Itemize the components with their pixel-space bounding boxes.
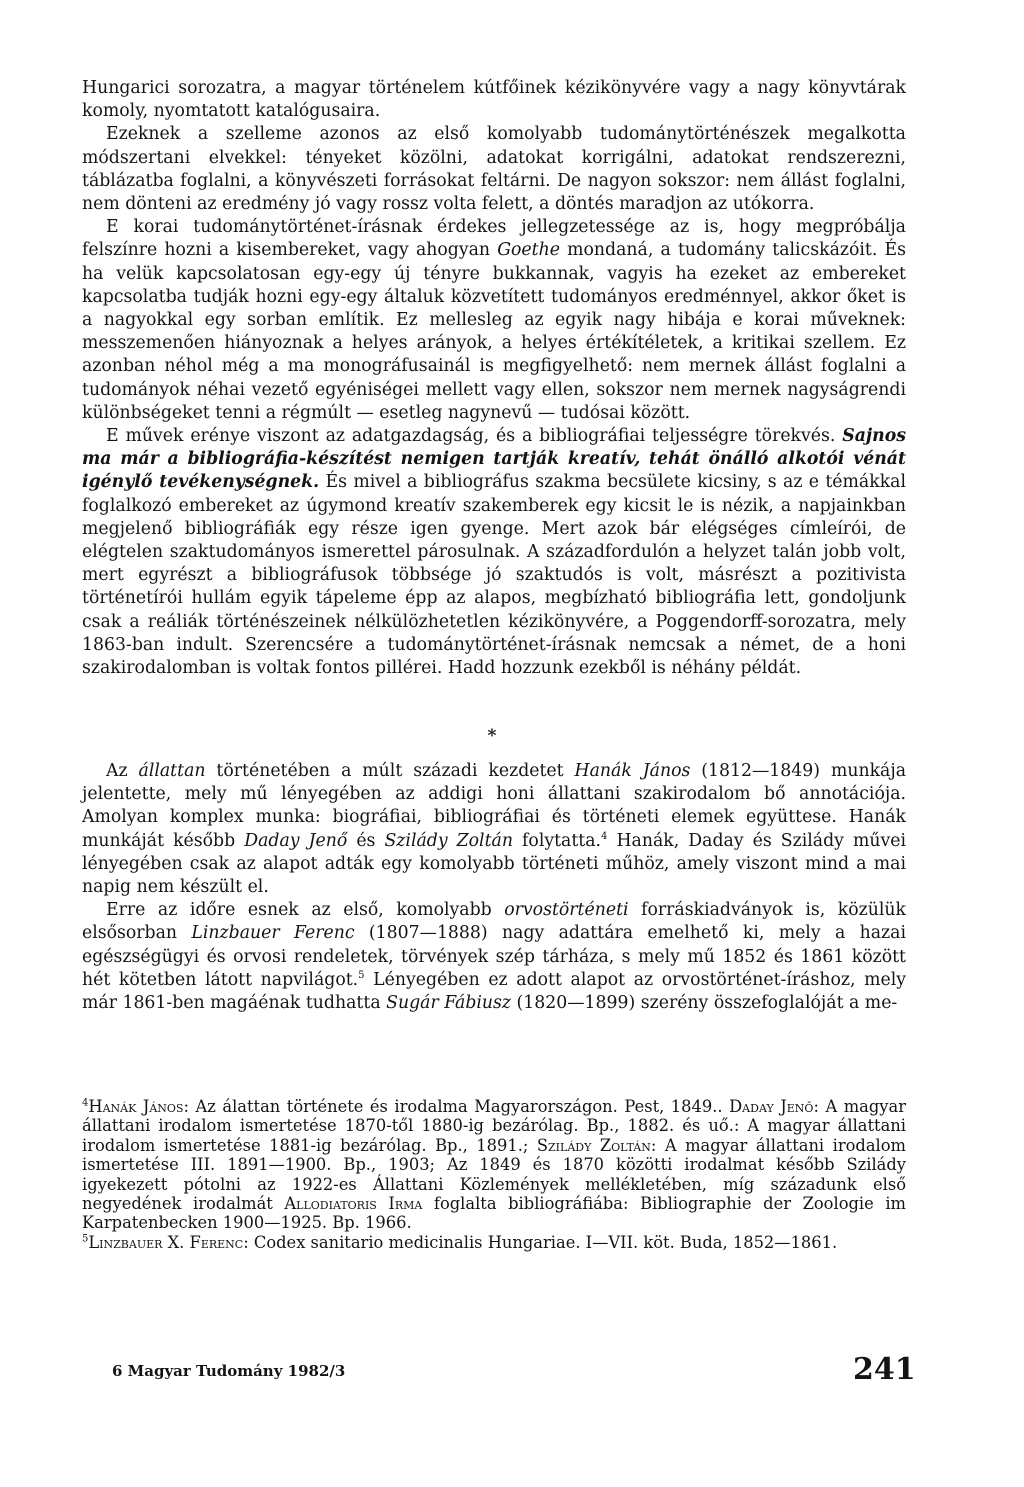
section-separator: * xyxy=(487,726,497,746)
page-number: 241 xyxy=(853,1352,916,1387)
italic-name: Linzbauer Ferenc xyxy=(191,923,355,944)
text-run: Az xyxy=(106,761,139,781)
emphasis-sentence: Sajnos ma már a bibliográfia-készítést nemigen tartják kreatív, tehát önálló alkotói vénát igénylő tevékenységnek. xyxy=(82,426,906,493)
footnote-number: 5 xyxy=(82,1233,89,1245)
author-name: Linzbauer X. Ferenc xyxy=(88,1232,244,1252)
footnote-ref: 5 xyxy=(358,970,365,982)
italic-term: orvostörténeti xyxy=(504,900,629,921)
text-run: (1820—1899) szerény összefoglalóját a me- xyxy=(511,993,898,1014)
text-run: (1812—1849) munkája jelentette, mely mű lényegében az addigi honi állattani szakirodalom bő annotációja. Amolyan komplex munka: biográfiai, bibliográfiai és történeti elemek együttese. Hanák munkáját később xyxy=(82,761,907,851)
text-run: mondaná, a tudomány talicskázóit. És ha velük kapcsolatosan egy-egy új tényre bukkannak, vagyis ha ezeket az embereket kapcsolatba tudják hozni egy-egy általuk közvetített tudományos eredménnyel, akkor őket is a nagyokkal egy sorban említik. Ez mellesleg az egyik nagy hibája e korai műveknek: messzemenően hiányoznak a helyes arányok, a helyes értékítéletek, a kritikai szellem. Ez azonban néhol még a ma monográfusainál is megfigyelhető: nem mernek állást foglalni a tudományok néhai vezető egyéniségei mellett vagy ellen, sokszor nem mernek nagyságrendi különbségeket tenni a régmúlt — esetleg nagynevű — tudósai között. xyxy=(82,240,906,423)
text-run: foglalta bibliográfiába: Bibliographie der Zoologie im Karpatenbecken 1900—1925. Bp. 1966. xyxy=(82,1194,906,1233)
paragraph xyxy=(82,216,906,425)
paragraph xyxy=(82,425,906,680)
text-run: : Az álattan története és irodalma Magyarországon. Pest, 1849.. xyxy=(183,1097,730,1116)
footnote-number: 4 xyxy=(82,1097,89,1109)
text-run: E korai tudománytörténet-írásnak érdekes jellegzetessége az is, hogy megpróbálja felszínre hozni a kisembereket, vagy ahogyan xyxy=(82,217,906,261)
author-name: Daday Jenő xyxy=(729,1097,814,1116)
text-run: és xyxy=(347,830,385,851)
footnotes-block xyxy=(82,1097,906,1252)
journal-issue-footer: 6 Magyar Tudomány 1982/3 xyxy=(112,1362,346,1380)
author-name: Szilády Zoltán xyxy=(536,1135,651,1155)
italic-term: állattan xyxy=(138,761,206,781)
second-text-block xyxy=(82,760,906,1015)
text-run: (1807—1888) nagy adattára emelhető ki, mely a hazai egészségügyi és orvosi rendeletek, törvények szép tárháza, s mely mű 1852 és 1861 között hét kötetben látott napvilágot. xyxy=(82,923,906,990)
italic-name: Goethe xyxy=(497,240,560,261)
text-run: forráskiadványok is, közülük elsősorban xyxy=(82,900,906,944)
author-name: Allodiatoris Irma xyxy=(284,1194,423,1214)
italic-name: Daday Jenő xyxy=(244,830,348,851)
footnote-5 xyxy=(82,1233,906,1252)
author-name: Hanák János xyxy=(88,1097,184,1116)
text-run: történetében a múlt századi kezdetet xyxy=(205,761,575,781)
text-run: És mivel a bibliográfus szakma becsülete kicsiny, s az e témákkal foglalkozó embereket az úgymond kreatív szakemberek egy kicsit le is nézik, a napjainkban megjelenő bibliográfiák egy része igen gyenge. Mert azok bár elégséges címleírói, de elégtelen szaktudományos ismerettel párosulnak. A századfordulón a helyzet talán jobb volt, mert egyrészt a bibliográfusok többsége jó szaktudós is volt, másrészt a pozitivista történetírói hullám egyik tápeleme épp az alapos, megbízható bibliográfia lett, gondoljunk csak a reáliák történészeinek nélkülözhetetlen kézikönyvére, a Poggendorff-sorozatra, mely 1863-ban indult. Szerencsére a tudománytörténet-írásnak nemcsak a német, de a honi szakirodalomban is voltak fontos pillérei. Hadd hozzunk ezekből is néhány példát. xyxy=(82,472,906,679)
footnote-ref: 4 xyxy=(601,830,608,842)
text-run: folytatta. xyxy=(512,830,602,851)
italic-name: Sugár Fábiusz xyxy=(386,993,512,1014)
paragraph xyxy=(82,760,906,899)
italic-name: Szilády Zoltán xyxy=(384,830,513,851)
paragraph: Hungarici sorozatra, a magyar történelem kútfőinek kézikönyvére vagy a nagy könyvtárak komoly, nyomtatott katalógusaira. xyxy=(82,78,906,122)
footnote-4 xyxy=(82,1097,906,1233)
main-text-block xyxy=(82,77,906,680)
italic-name: Hanák János xyxy=(574,761,691,781)
text-run: Erre az időre esnek az első, komolyabb xyxy=(106,900,505,921)
text-run: Hanák, Daday és Szilády művei lényegében csak az alapot adták egy komolyabb történeti műhöz, amely viszont mind a mai napig nem készült el. xyxy=(82,830,906,898)
paragraph: Ezeknek a szelleme azonos az első komolyabb tudománytörténészek megalkotta módszertani elvekkel: tényeket közölni, adatokat korrigálni, adatokat rendszerezni, táblázatba foglalni, a könyvészeti forrásokat feltárni. De nagyon sokszor: nem állást foglalni, nem dönteni az eredmény jó vagy rossz volta felett, a döntés maradjon az utókorra. xyxy=(82,124,906,215)
text-run: E művek erénye viszont az adatgazdagság, és a bibliográfiai teljességre törekvés. xyxy=(106,426,843,447)
text-run: : A magyar állattani irodalom ismertetése III. 1891—1900. Bp., 1903; Az 1849 és 1870 közötti irodalmat később Szilády igyekezett pótolni az 1922-es Állattani Közlemények mellékletében, míg századunk első negyedének irodalmát xyxy=(82,1135,906,1214)
paragraph xyxy=(82,899,906,1015)
text-run: : Codex sanitario medicinalis Hungariae. I—VII. köt. Buda, 1852—1861. xyxy=(243,1232,838,1252)
text-run: Lényegében ez adott alapot az orvostörténet-íráshoz, mely már 1861-ben magáénak tudhatta xyxy=(82,969,906,1014)
text-run: : A magyar állattani irodalom ismertetése 1870-től 1880-ig bezárólag. Bp., 1882. és uő.: A magyar állattani irodalom ismertetése 1881-ig bezárólag. Bp., 1891.; xyxy=(82,1097,906,1155)
